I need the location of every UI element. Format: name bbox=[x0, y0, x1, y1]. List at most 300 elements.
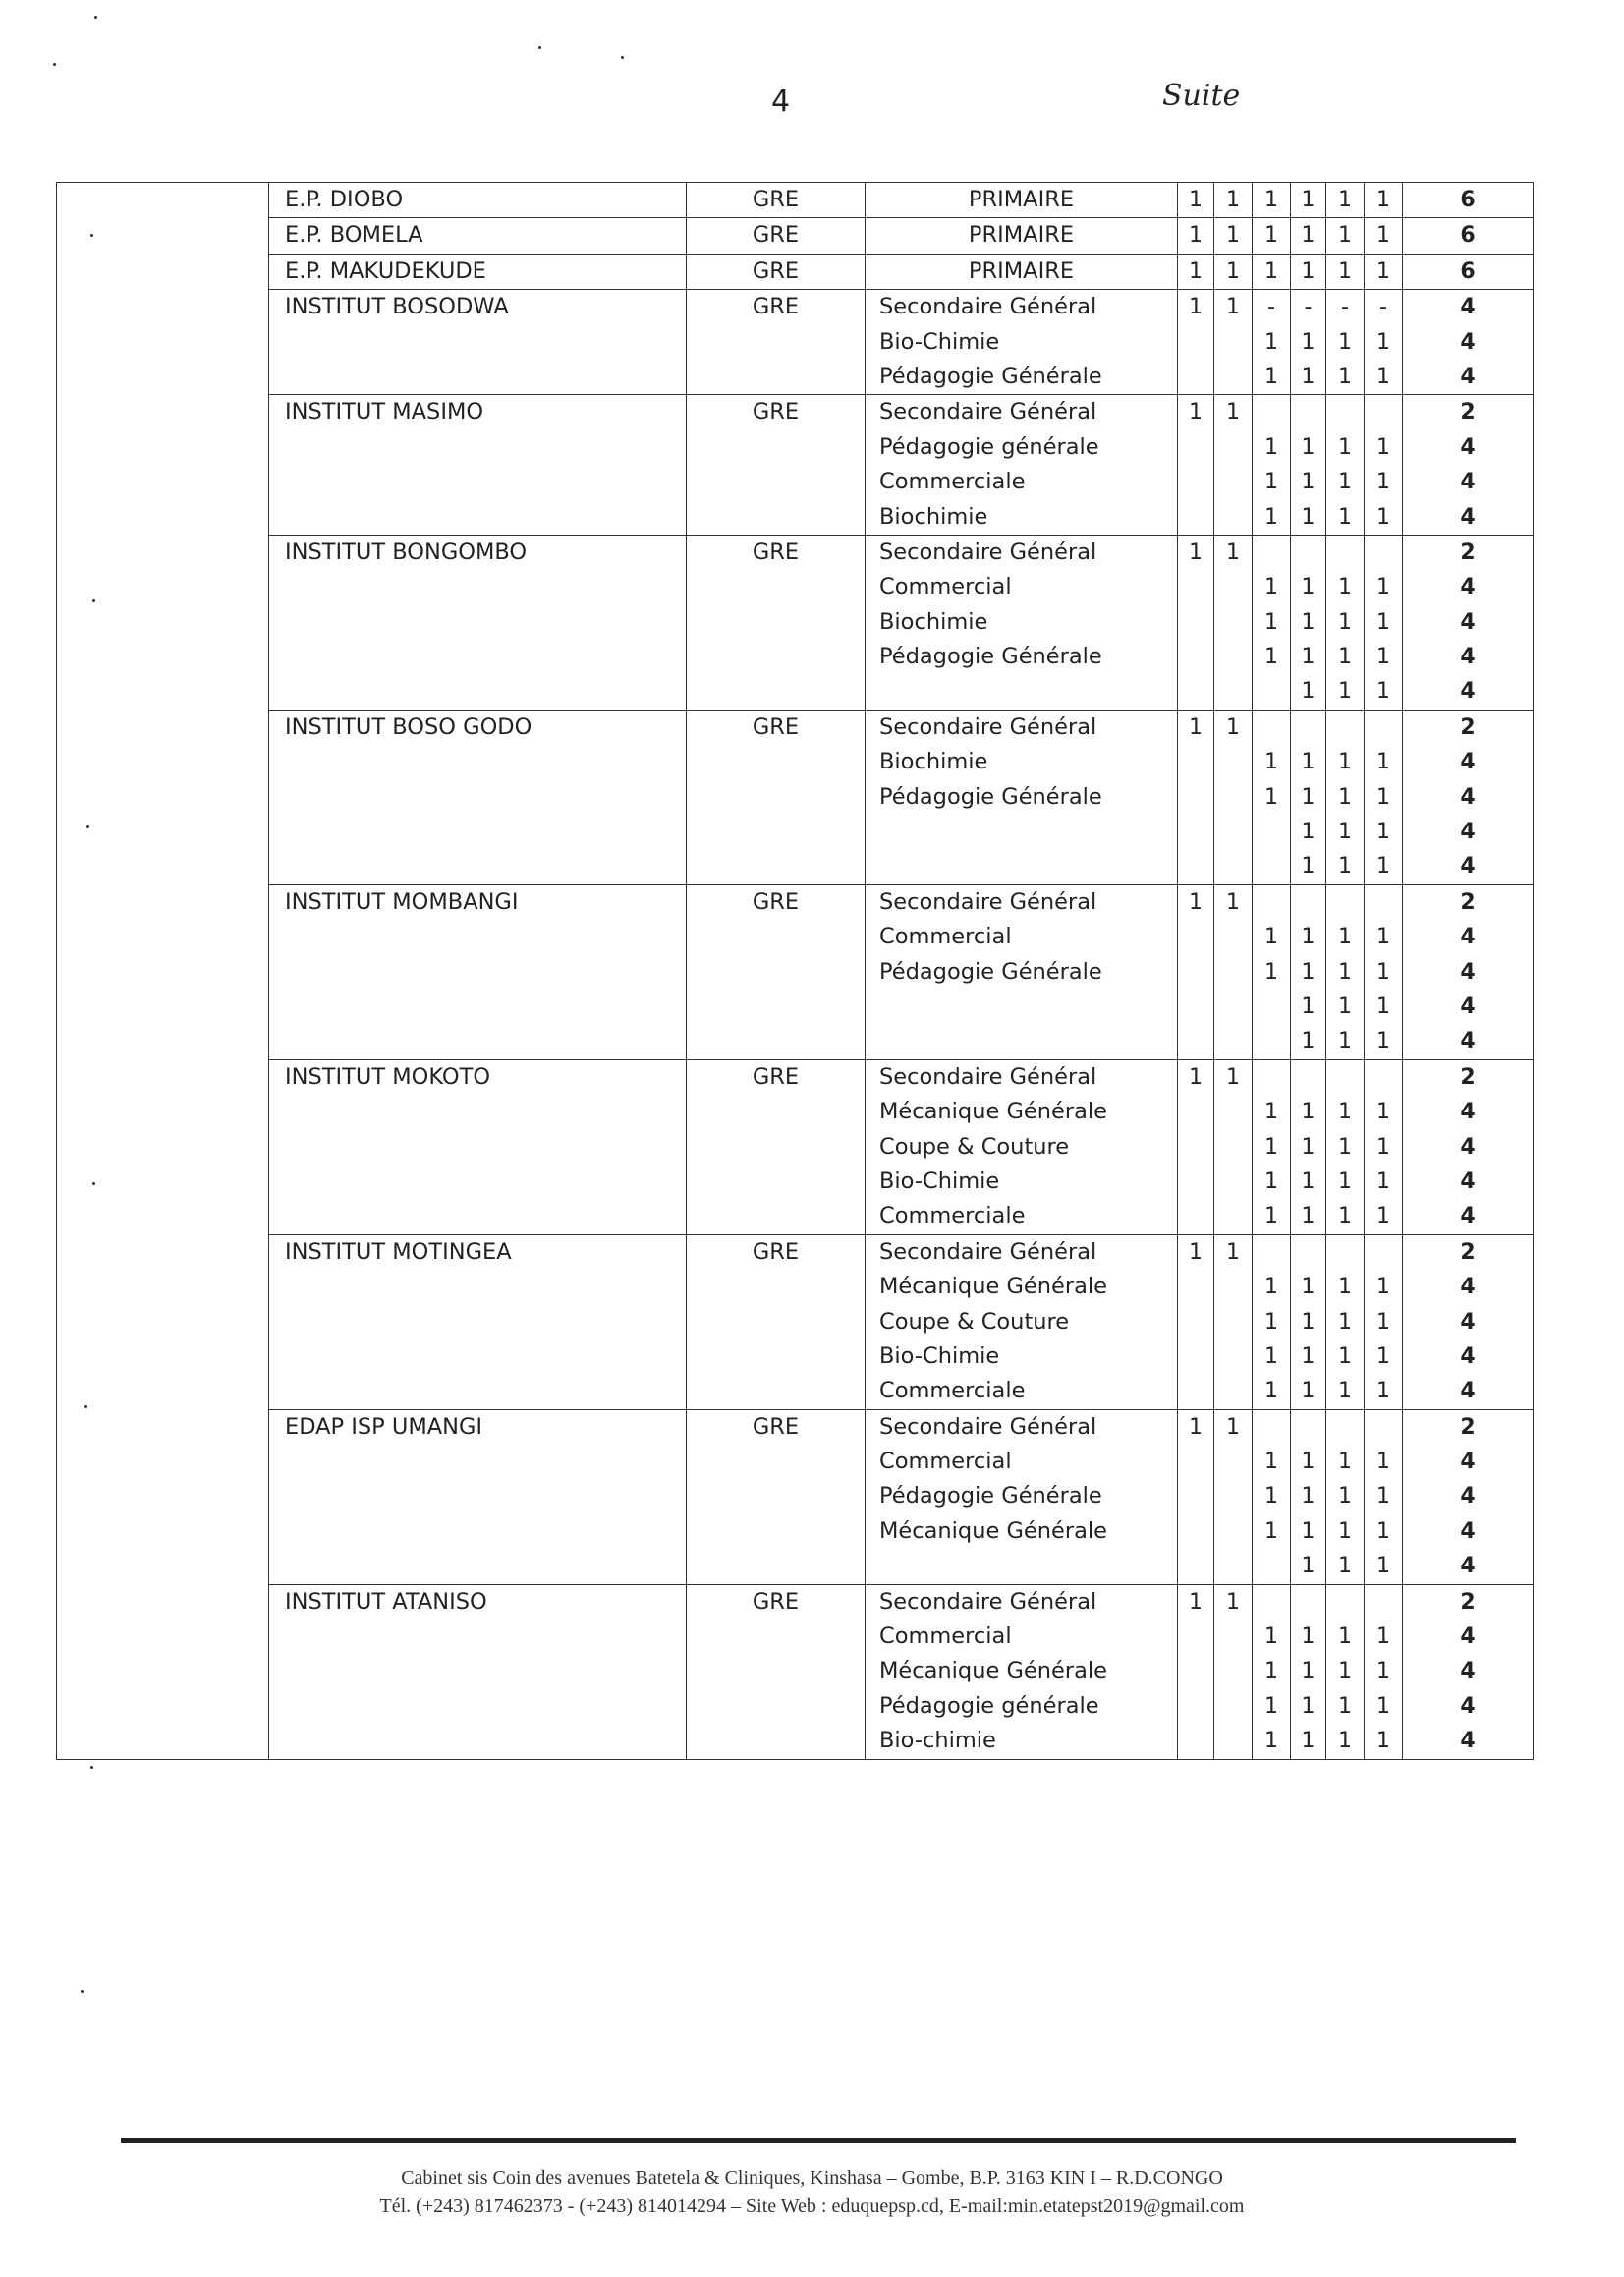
class-count: 1 bbox=[1301, 1275, 1316, 1300]
class-count: 1 bbox=[1264, 504, 1278, 530]
class-count bbox=[1253, 815, 1290, 849]
school-name: E.P. DIOBO bbox=[285, 187, 404, 212]
class-count-cell bbox=[1178, 1584, 1214, 1759]
class-count: 1 bbox=[1338, 1450, 1352, 1475]
class-count: - bbox=[1341, 295, 1349, 320]
blank-column bbox=[57, 884, 269, 1059]
class-count-cell bbox=[1326, 395, 1365, 536]
table-row bbox=[57, 535, 1534, 710]
class-count: 1 bbox=[1301, 750, 1316, 775]
class-count: 1 bbox=[1376, 750, 1390, 775]
table-body bbox=[57, 183, 1534, 1760]
class-count-cell bbox=[1326, 1409, 1365, 1584]
management-type: GRE bbox=[752, 713, 800, 740]
class-count bbox=[1214, 570, 1252, 604]
class-count bbox=[1178, 745, 1213, 779]
school-name: INSTITUT MASIMO bbox=[285, 399, 484, 426]
class-count: 1 bbox=[1301, 1484, 1316, 1509]
class-count-cell bbox=[1214, 218, 1253, 254]
level-cell bbox=[866, 535, 1178, 710]
scan-speck bbox=[621, 56, 624, 59]
school-name-cell bbox=[269, 710, 687, 884]
table-row bbox=[57, 1059, 1534, 1234]
level-label: Commercial bbox=[879, 1623, 1012, 1650]
class-count: 1 bbox=[1226, 400, 1240, 426]
class-count bbox=[1178, 360, 1213, 394]
school-name-cell bbox=[269, 218, 687, 254]
suite-note: Suite bbox=[1162, 79, 1241, 113]
class-count-cell bbox=[1291, 1409, 1326, 1584]
class-count-cell bbox=[1291, 710, 1326, 884]
blank-column bbox=[57, 1409, 269, 1584]
class-count-cell bbox=[1291, 535, 1326, 710]
class-count: 1 bbox=[1264, 188, 1278, 212]
class-count-cell bbox=[1253, 535, 1291, 710]
footer-contact: Tél. (+243) 817462373 - (+243) 814014294 – Site Web : eduquepsp.cd, E-mail:min.etatepst2019@gmail.com bbox=[379, 2195, 1245, 2217]
class-count: 1 bbox=[1264, 1729, 1278, 1754]
class-count-cell bbox=[1214, 1234, 1253, 1409]
class-count: 1 bbox=[1264, 1659, 1278, 1684]
class-count: 1 bbox=[1301, 1624, 1316, 1650]
row-total: 4 bbox=[1460, 959, 1476, 985]
management-type-cell bbox=[687, 218, 866, 254]
table-row bbox=[57, 290, 1534, 395]
class-count bbox=[1178, 780, 1213, 815]
class-count: 1 bbox=[1264, 470, 1278, 495]
row-total: 4 bbox=[1460, 1029, 1476, 1054]
class-count: - bbox=[1267, 295, 1275, 320]
level-label: Mécanique Générale bbox=[879, 1658, 1107, 1684]
management-type-cell bbox=[687, 290, 866, 395]
management-type: GRE bbox=[752, 888, 800, 915]
class-count bbox=[1178, 1479, 1213, 1513]
row-total: 6 bbox=[1460, 188, 1476, 212]
class-count: 1 bbox=[1264, 1204, 1278, 1229]
class-count-cell bbox=[1365, 1584, 1403, 1759]
class-count-cell bbox=[1365, 710, 1403, 884]
management-type: GRE bbox=[752, 222, 800, 249]
level-label: Pédagogie Générale bbox=[879, 1483, 1102, 1509]
class-count: 1 bbox=[1189, 400, 1203, 426]
scan-speck bbox=[94, 16, 97, 19]
class-count bbox=[1178, 1724, 1213, 1758]
class-count: 1 bbox=[1338, 575, 1352, 600]
level-label: Bio-chimie bbox=[879, 1728, 996, 1754]
class-count: 1 bbox=[1338, 1484, 1352, 1509]
class-count bbox=[1365, 885, 1402, 920]
level-label: Biochimie bbox=[879, 749, 988, 775]
class-count: 1 bbox=[1264, 959, 1278, 985]
row-total: 4 bbox=[1460, 679, 1476, 705]
class-count bbox=[1326, 1235, 1364, 1270]
class-count: 1 bbox=[1301, 1659, 1316, 1684]
total-cell bbox=[1403, 395, 1534, 536]
class-count: 1 bbox=[1264, 575, 1278, 600]
management-type-cell bbox=[687, 1234, 866, 1409]
total-cell bbox=[1403, 254, 1534, 289]
level-label: PRIMAIRE bbox=[968, 257, 1075, 284]
class-count: 1 bbox=[1264, 1100, 1278, 1125]
school-name-cell bbox=[269, 535, 687, 710]
class-count-cell bbox=[1326, 535, 1365, 710]
management-type-cell bbox=[687, 183, 866, 218]
class-count bbox=[1178, 1689, 1213, 1724]
level-label: Secondaire Général bbox=[879, 1588, 1097, 1615]
class-count: 1 bbox=[1264, 1379, 1278, 1404]
school-name: INSTITUT MOKOTO bbox=[285, 1063, 491, 1090]
school-name: INSTITUT BONGOMBO bbox=[285, 539, 528, 565]
row-total: 4 bbox=[1460, 1729, 1476, 1754]
class-count bbox=[1253, 674, 1290, 709]
class-count-cell bbox=[1291, 290, 1326, 395]
class-count-cell bbox=[1214, 395, 1253, 536]
class-count: 1 bbox=[1338, 1693, 1352, 1719]
class-count-cell bbox=[1253, 710, 1291, 884]
class-count: 1 bbox=[1338, 1554, 1352, 1579]
class-count: 1 bbox=[1338, 258, 1352, 284]
class-count: 1 bbox=[1264, 1275, 1278, 1300]
class-count: 1 bbox=[1226, 295, 1240, 320]
class-count: 1 bbox=[1264, 223, 1278, 249]
class-count: 1 bbox=[1376, 504, 1390, 530]
class-count-cell bbox=[1291, 395, 1326, 536]
class-count bbox=[1178, 1199, 1213, 1233]
class-count: 1 bbox=[1376, 1029, 1390, 1054]
level-label bbox=[866, 815, 1177, 849]
class-count: 1 bbox=[1338, 1309, 1352, 1335]
class-count bbox=[1178, 955, 1213, 990]
class-count bbox=[1178, 1620, 1213, 1654]
class-count bbox=[1178, 674, 1213, 709]
class-count-cell bbox=[1365, 535, 1403, 710]
class-count: 1 bbox=[1338, 1168, 1352, 1194]
class-count: 1 bbox=[1301, 329, 1316, 355]
scan-speck bbox=[81, 1990, 84, 1993]
class-count: 1 bbox=[1301, 1204, 1316, 1229]
class-count: 1 bbox=[1338, 434, 1352, 460]
class-count-cell bbox=[1214, 1584, 1253, 1759]
class-count: 1 bbox=[1264, 609, 1278, 635]
class-count-cell bbox=[1365, 1409, 1403, 1584]
class-count bbox=[1291, 885, 1325, 920]
class-count-cell bbox=[1214, 710, 1253, 884]
school-name: E.P. MAKUDEKUDE bbox=[285, 257, 486, 284]
row-total: 4 bbox=[1460, 1204, 1476, 1229]
row-total: 4 bbox=[1460, 645, 1476, 670]
class-count bbox=[1365, 1410, 1402, 1445]
class-count: 1 bbox=[1338, 1729, 1352, 1754]
class-count bbox=[1214, 1479, 1252, 1513]
school-name: EDAP ISP UMANGI bbox=[285, 1413, 483, 1440]
class-count: 1 bbox=[1264, 925, 1278, 950]
class-count: 1 bbox=[1376, 609, 1390, 635]
class-count: 1 bbox=[1376, 959, 1390, 985]
level-label: PRIMAIRE bbox=[968, 187, 1075, 212]
class-count-cell bbox=[1178, 535, 1214, 710]
class-count-cell bbox=[1214, 884, 1253, 1059]
class-count: 1 bbox=[1301, 645, 1316, 670]
class-count: 1 bbox=[1301, 470, 1316, 495]
class-count bbox=[1253, 1024, 1290, 1058]
total-cell bbox=[1403, 535, 1534, 710]
level-label: Pédagogie Générale bbox=[879, 644, 1102, 670]
level-label: Secondaire Général bbox=[879, 294, 1097, 320]
table-row bbox=[57, 1409, 1534, 1584]
class-count-cell bbox=[1291, 254, 1326, 289]
class-count bbox=[1326, 711, 1364, 745]
class-count: 1 bbox=[1301, 434, 1316, 460]
scan-speck bbox=[53, 63, 56, 66]
class-count bbox=[1214, 325, 1252, 360]
blank-column bbox=[57, 535, 269, 710]
class-count bbox=[1365, 711, 1402, 745]
class-count: 1 bbox=[1189, 1589, 1203, 1615]
class-count bbox=[1214, 500, 1252, 535]
class-count: 1 bbox=[1301, 1554, 1316, 1579]
class-count: 1 bbox=[1338, 1134, 1352, 1160]
class-count-cell bbox=[1326, 218, 1365, 254]
class-count: 1 bbox=[1264, 1134, 1278, 1160]
class-count: 1 bbox=[1376, 575, 1390, 600]
class-count: 1 bbox=[1226, 889, 1240, 915]
class-count: 1 bbox=[1301, 1729, 1316, 1754]
class-count: 1 bbox=[1264, 1484, 1278, 1509]
class-count-cell bbox=[1365, 395, 1403, 536]
class-count bbox=[1214, 1689, 1252, 1724]
class-count: 1 bbox=[1376, 820, 1390, 845]
row-total: 4 bbox=[1460, 1624, 1476, 1650]
class-count: 1 bbox=[1338, 1275, 1352, 1300]
level-label: Pédagogie Générale bbox=[879, 958, 1102, 985]
class-count: 1 bbox=[1301, 784, 1316, 810]
class-count: 1 bbox=[1226, 1589, 1240, 1615]
class-count bbox=[1253, 990, 1290, 1024]
school-name: INSTITUT BOSO GODO bbox=[285, 713, 532, 740]
class-count: 1 bbox=[1226, 258, 1240, 284]
class-count-cell bbox=[1214, 290, 1253, 395]
class-count: 1 bbox=[1301, 679, 1316, 705]
class-count bbox=[1178, 640, 1213, 674]
class-count: 1 bbox=[1189, 889, 1203, 915]
class-count: 1 bbox=[1264, 1168, 1278, 1194]
class-count-cell bbox=[1214, 254, 1253, 289]
row-total: 2 bbox=[1460, 889, 1476, 915]
class-count-cell bbox=[1365, 183, 1403, 218]
class-count bbox=[1178, 570, 1213, 604]
class-count bbox=[1214, 1549, 1252, 1583]
row-total: 4 bbox=[1460, 295, 1476, 320]
level-label: Biochimie bbox=[879, 608, 988, 635]
class-count bbox=[1178, 500, 1213, 535]
class-count bbox=[1178, 990, 1213, 1024]
class-count bbox=[1178, 849, 1213, 883]
class-count bbox=[1326, 536, 1364, 570]
class-count: 1 bbox=[1226, 714, 1240, 740]
class-count: 1 bbox=[1189, 223, 1203, 249]
class-count bbox=[1326, 1410, 1364, 1445]
class-count bbox=[1214, 1199, 1252, 1233]
blank-column bbox=[57, 1234, 269, 1409]
level-label: PRIMAIRE bbox=[968, 222, 1075, 249]
class-count: 1 bbox=[1376, 1100, 1390, 1125]
row-total: 4 bbox=[1460, 1134, 1476, 1160]
level-label: Coupe & Couture bbox=[879, 1133, 1070, 1160]
class-count-cell bbox=[1326, 710, 1365, 884]
class-count-cell bbox=[1291, 218, 1326, 254]
class-count-cell bbox=[1214, 535, 1253, 710]
class-count: 1 bbox=[1376, 1309, 1390, 1335]
class-count: 1 bbox=[1338, 820, 1352, 845]
class-count-cell bbox=[1253, 218, 1291, 254]
class-count: 1 bbox=[1189, 1064, 1203, 1090]
class-count bbox=[1291, 711, 1325, 745]
class-count: 1 bbox=[1376, 188, 1390, 212]
class-count: 1 bbox=[1376, 1275, 1390, 1300]
row-total: 6 bbox=[1460, 258, 1476, 284]
row-total: 2 bbox=[1460, 540, 1476, 565]
scan-speck bbox=[90, 1766, 93, 1769]
class-count: 1 bbox=[1301, 1029, 1316, 1054]
row-total: 4 bbox=[1460, 784, 1476, 810]
table-row bbox=[57, 218, 1534, 254]
management-type: GRE bbox=[752, 1063, 800, 1090]
class-count: 1 bbox=[1301, 575, 1316, 600]
row-total: 4 bbox=[1460, 364, 1476, 389]
class-count bbox=[1178, 815, 1213, 849]
row-total: 4 bbox=[1460, 1693, 1476, 1719]
level-label: Secondaire Général bbox=[879, 713, 1097, 740]
class-count: 1 bbox=[1376, 645, 1390, 670]
school-name: INSTITUT MOMBANGI bbox=[285, 888, 519, 915]
row-total: 4 bbox=[1460, 575, 1476, 600]
class-count bbox=[1178, 1305, 1213, 1339]
class-count: 1 bbox=[1338, 1659, 1352, 1684]
class-count bbox=[1253, 711, 1290, 745]
class-count: 1 bbox=[1226, 223, 1240, 249]
blank-column bbox=[57, 710, 269, 884]
class-count: 1 bbox=[1189, 1414, 1203, 1440]
row-total: 4 bbox=[1460, 925, 1476, 950]
class-count: 1 bbox=[1338, 470, 1352, 495]
class-count-cell bbox=[1178, 1234, 1214, 1409]
school-name-cell bbox=[269, 1234, 687, 1409]
row-total: 4 bbox=[1460, 329, 1476, 355]
row-total: 6 bbox=[1460, 223, 1476, 249]
class-count bbox=[1365, 395, 1402, 429]
class-count-cell bbox=[1178, 1409, 1214, 1584]
row-total: 4 bbox=[1460, 1659, 1476, 1684]
class-count bbox=[1178, 1270, 1213, 1304]
class-count: 1 bbox=[1338, 959, 1352, 985]
class-count bbox=[1214, 465, 1252, 499]
school-name: INSTITUT ATANISO bbox=[285, 1588, 487, 1615]
class-count bbox=[1214, 1339, 1252, 1374]
row-total: 2 bbox=[1460, 1589, 1476, 1615]
class-count: 1 bbox=[1264, 750, 1278, 775]
level-cell bbox=[866, 1059, 1178, 1234]
level-cell bbox=[866, 884, 1178, 1059]
management-type: GRE bbox=[752, 399, 800, 426]
class-count: 1 bbox=[1301, 364, 1316, 389]
total-cell bbox=[1403, 183, 1534, 218]
class-count: 1 bbox=[1338, 1518, 1352, 1544]
class-count bbox=[1214, 1445, 1252, 1479]
management-type: GRE bbox=[752, 294, 800, 320]
level-label: Secondaire Général bbox=[879, 888, 1097, 915]
class-count bbox=[1365, 1060, 1402, 1095]
class-count bbox=[1291, 1060, 1325, 1095]
class-count-cell bbox=[1365, 1234, 1403, 1409]
row-total: 4 bbox=[1460, 470, 1476, 495]
management-type-cell bbox=[687, 254, 866, 289]
total-cell bbox=[1403, 710, 1534, 884]
level-label: Bio-Chimie bbox=[879, 328, 1000, 355]
class-count: 1 bbox=[1338, 609, 1352, 635]
class-count: 1 bbox=[1338, 750, 1352, 775]
class-count bbox=[1214, 430, 1252, 465]
class-count bbox=[1178, 1549, 1213, 1583]
class-count bbox=[1253, 1060, 1290, 1095]
table-row bbox=[57, 1234, 1534, 1409]
class-count bbox=[1326, 1060, 1364, 1095]
class-count: 1 bbox=[1301, 1518, 1316, 1544]
footer-divider bbox=[121, 2138, 1516, 2143]
management-type-cell bbox=[687, 710, 866, 884]
level-label: Pédagogie Générale bbox=[879, 783, 1102, 810]
level-label: Secondaire Général bbox=[879, 399, 1097, 426]
class-count-cell bbox=[1253, 1584, 1291, 1759]
class-count: 1 bbox=[1338, 994, 1352, 1019]
class-count: 1 bbox=[1189, 1239, 1203, 1265]
class-count: 1 bbox=[1376, 925, 1390, 950]
school-name-cell bbox=[269, 884, 687, 1059]
level-label: Biochimie bbox=[879, 503, 988, 530]
level-label: Pédagogie générale bbox=[879, 433, 1099, 460]
level-label: Commercial bbox=[879, 924, 1012, 950]
class-count: 1 bbox=[1301, 1168, 1316, 1194]
row-total: 4 bbox=[1460, 750, 1476, 775]
class-count: 1 bbox=[1376, 1204, 1390, 1229]
level-cell bbox=[866, 254, 1178, 289]
level-cell bbox=[866, 1584, 1178, 1759]
class-count: 1 bbox=[1301, 1343, 1316, 1369]
class-count bbox=[1214, 1130, 1252, 1165]
class-count: 1 bbox=[1264, 1518, 1278, 1544]
class-count: 1 bbox=[1264, 1309, 1278, 1335]
class-count: 1 bbox=[1301, 854, 1316, 880]
management-type: GRE bbox=[752, 1413, 800, 1440]
class-count: 1 bbox=[1301, 925, 1316, 950]
management-type: GRE bbox=[752, 1588, 800, 1615]
class-count bbox=[1214, 640, 1252, 674]
class-count: 1 bbox=[1338, 1379, 1352, 1404]
level-label: Coupe & Couture bbox=[879, 1308, 1070, 1335]
class-count: 1 bbox=[1376, 1450, 1390, 1475]
row-total: 2 bbox=[1460, 714, 1476, 740]
row-total: 4 bbox=[1460, 1343, 1476, 1369]
class-count-cell bbox=[1326, 290, 1365, 395]
level-label bbox=[866, 1024, 1177, 1058]
management-type-cell bbox=[687, 535, 866, 710]
row-total: 2 bbox=[1460, 1239, 1476, 1265]
class-count-cell bbox=[1365, 1059, 1403, 1234]
class-count: 1 bbox=[1338, 784, 1352, 810]
level-label bbox=[866, 849, 1177, 883]
class-count: 1 bbox=[1338, 679, 1352, 705]
class-count bbox=[1326, 885, 1364, 920]
level-label: Commerciale bbox=[879, 1203, 1026, 1229]
class-count: 1 bbox=[1338, 925, 1352, 950]
